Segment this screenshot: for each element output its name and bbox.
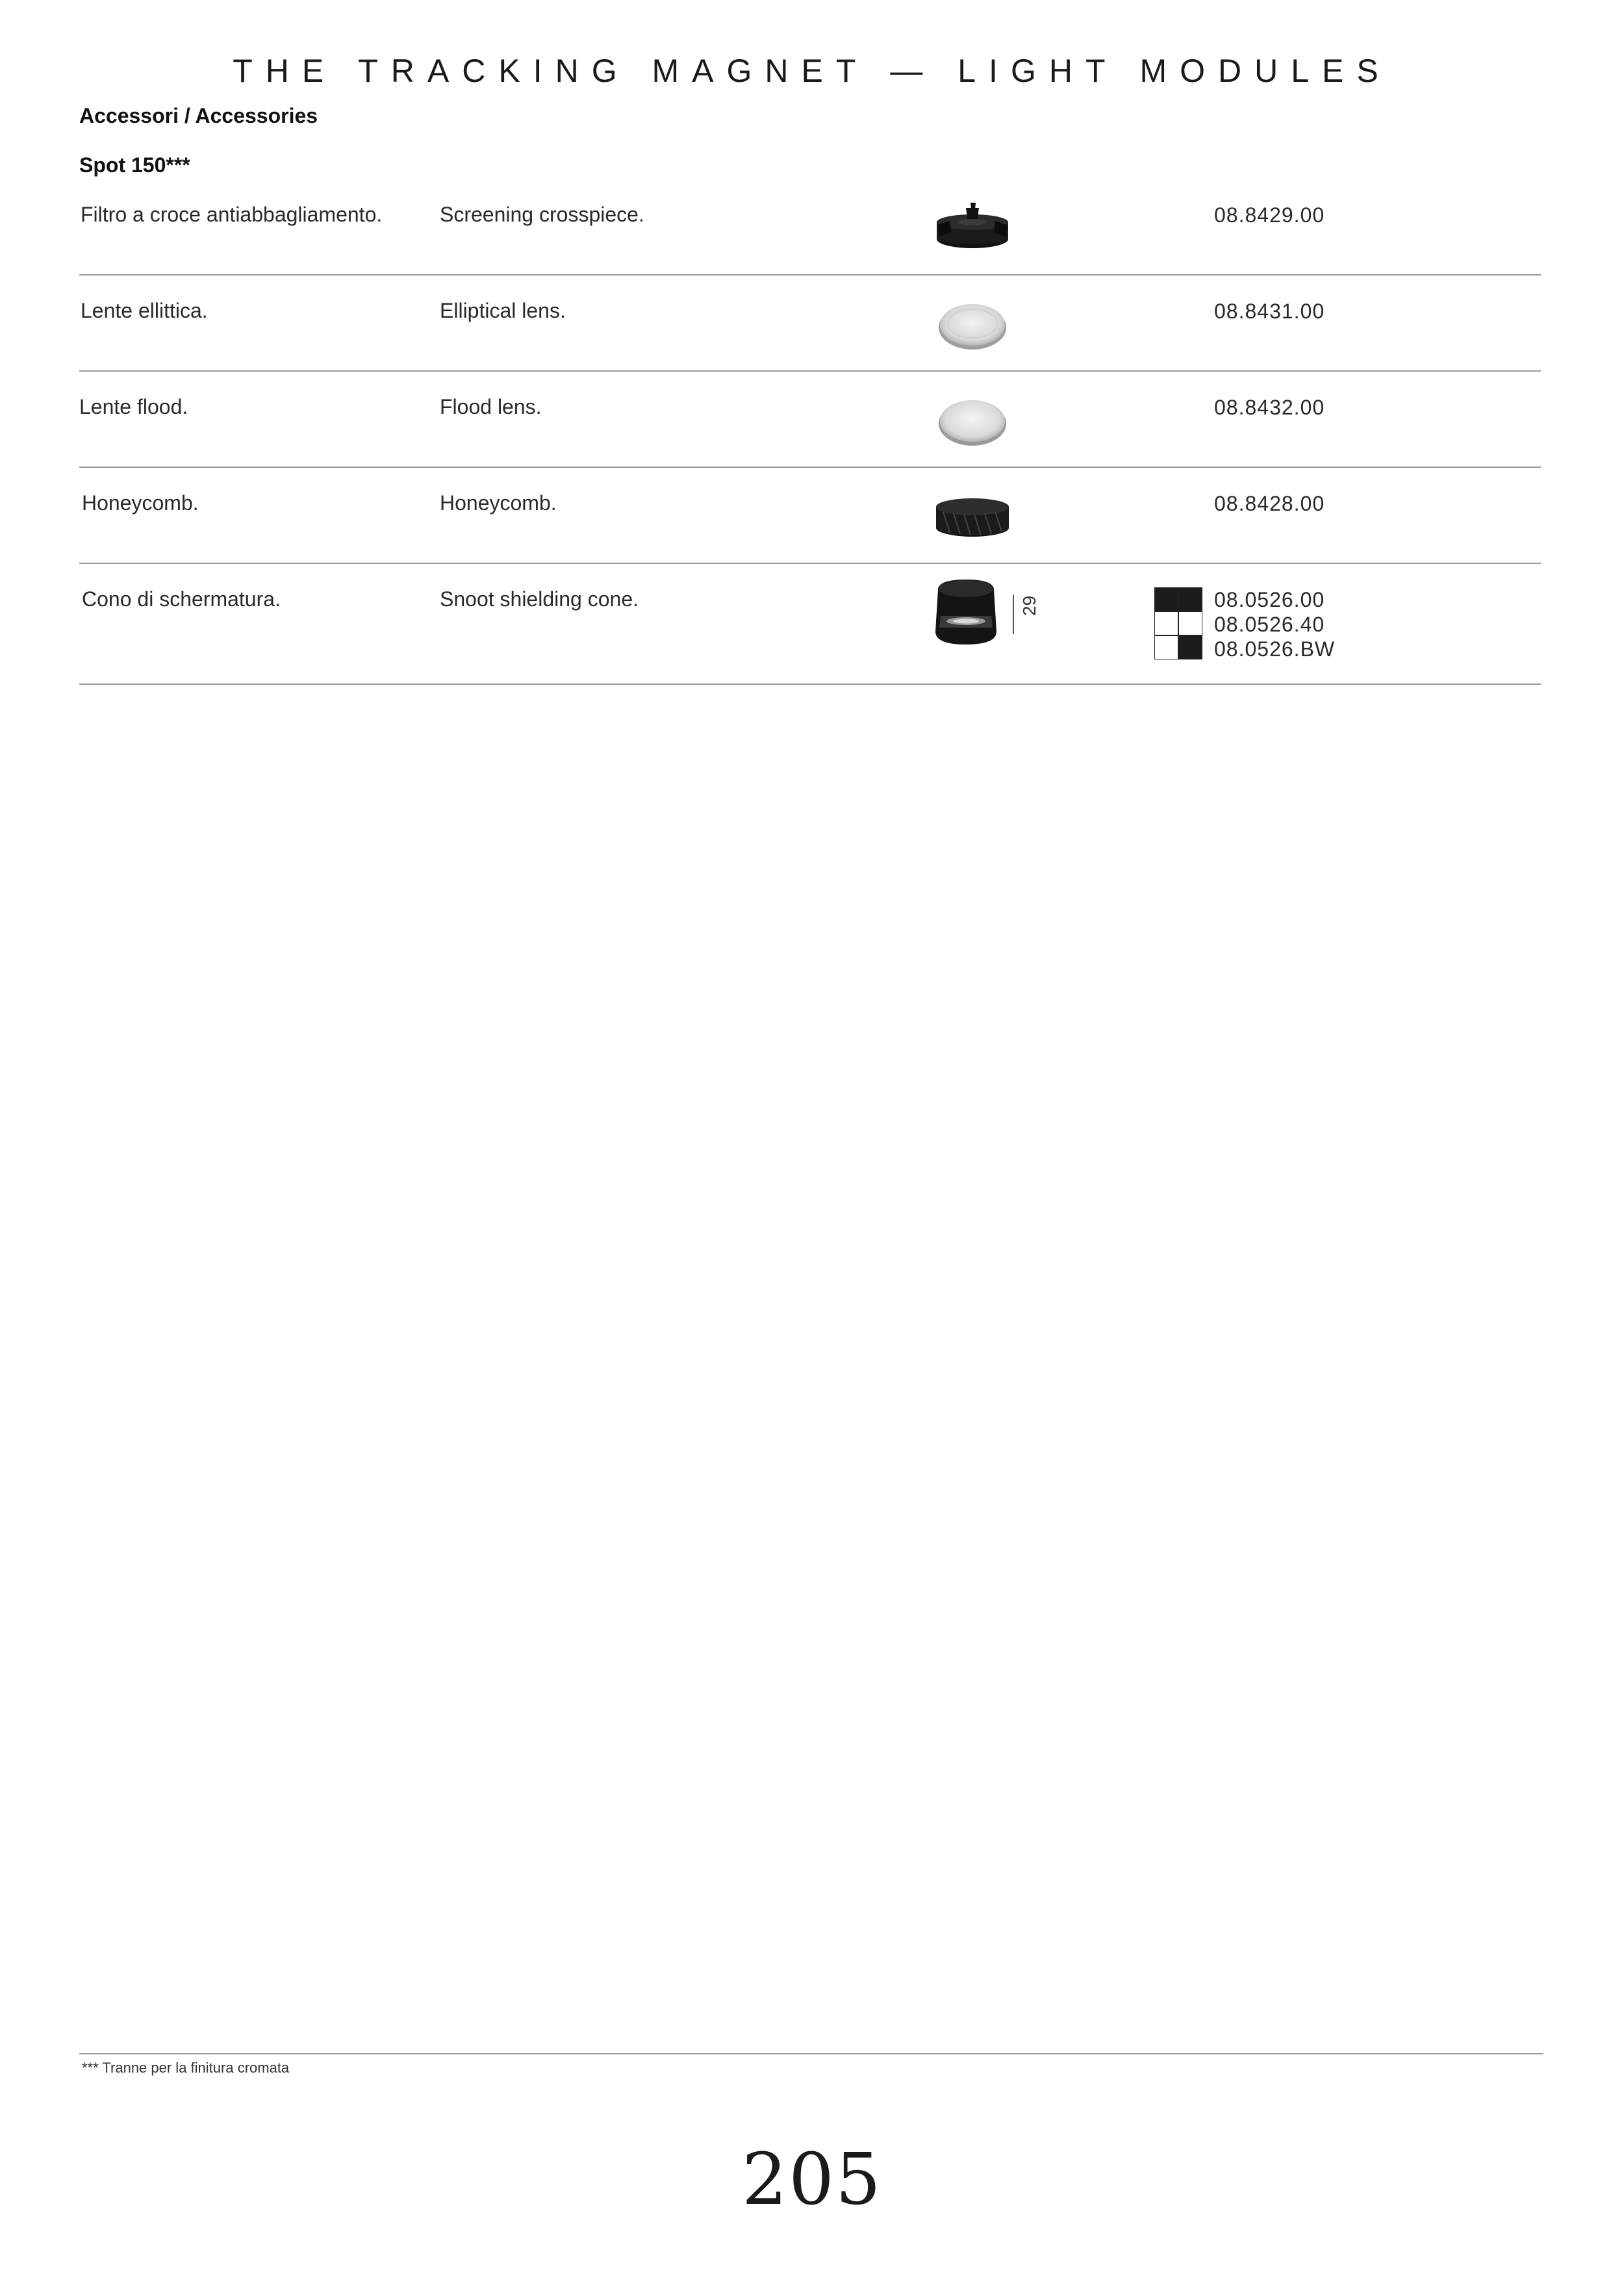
product-code: 08.8431.00 [1214,300,1325,323]
accessory-name-en: Honeycomb. [440,491,557,515]
finish-swatches [1154,587,1202,659]
accessory-row [79,564,1541,685]
dimension-value: 29 [1019,595,1039,616]
finish-swatch-white [1154,635,1178,659]
accessory-name-it: Cono di schermatura. [82,587,281,611]
accessory-row [79,372,1541,468]
accessory-row [79,275,1541,372]
elliptical-lens-image [930,290,1015,355]
accessory-name-en: Flood lens. [440,395,542,418]
screening-crosspiece-image [930,194,1015,259]
accessory-name-en: Screening crosspiece. [440,203,644,226]
finish-swatch-black [1154,587,1178,611]
accessory-name-it: Lente flood. [79,395,188,418]
accessory-name-it: Filtro a croce antiabbagliamento. [81,203,383,226]
finish-swatch-row [1154,611,1202,635]
product-code: 08.0526.40 [1214,613,1325,636]
code-list [1214,203,1325,227]
accessory-name-en: Snoot shielding cone. [440,587,639,611]
finish-swatch-black [1178,635,1202,659]
code-list [1214,587,1335,661]
finish-swatch-white [1154,611,1178,635]
snoot-cone-image [924,576,1008,654]
product-code: 08.8429.00 [1214,203,1325,227]
code-list [1214,491,1325,516]
code-list [1214,299,1325,324]
product-code: 08.0526.BW [1214,637,1336,661]
accessory-name-en: Elliptical lens. [440,299,566,322]
accessory-name-it: Lente ellittica. [81,299,208,322]
section-subheading: Spot 150*** [79,153,190,177]
section-heading: Accessori / Accessories [79,104,318,127]
accessory-row [79,188,1541,275]
code-list [1214,395,1325,420]
product-code: 08.0526.00 [1214,588,1325,611]
product-code: 08.8428.00 [1214,492,1325,515]
dimension-marker [1013,595,1040,634]
accessory-row [79,468,1541,564]
footnote: *** Tranne per la finitura cromata [82,2060,290,2076]
finish-swatch-row [1154,587,1202,611]
page-number: 205 [742,2138,882,2221]
product-code: 08.8432.00 [1214,396,1325,419]
accessory-name-it: Honeycomb. [82,491,199,515]
flood-lens-image [930,386,1015,451]
footnote-divider [79,2053,1543,2054]
honeycomb-image [930,481,1015,546]
finish-swatch-white [1178,611,1202,635]
page-title: THE TRACKING MAGNET — LIGHT MODULES [233,53,1391,89]
finish-swatch-row [1154,635,1202,659]
finish-swatch-black [1178,587,1202,611]
